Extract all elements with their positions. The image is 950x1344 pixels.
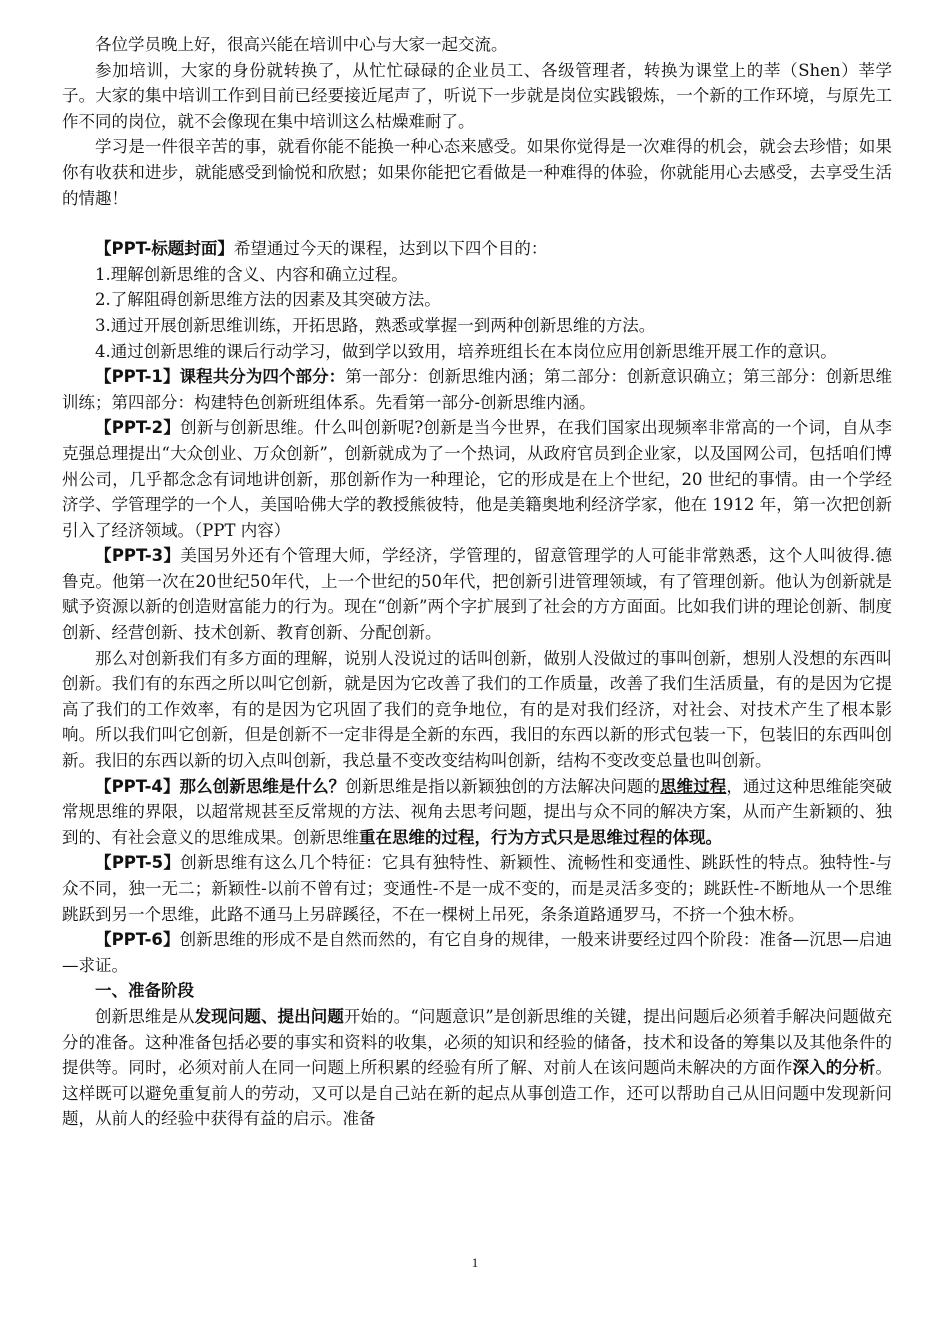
ppt-2-tag: 【PPT-2】: [95, 418, 181, 438]
goal-item-2: 2.了解阻碍创新思维方法的因素及其突破方法。: [95, 290, 441, 310]
paragraph-ppt-5: [62, 850, 892, 927]
ppt-4-bold: 重在思维的过程，行为方式只是思维过程的体现。: [359, 827, 722, 847]
section-heading-preparation: [62, 978, 892, 1004]
paragraph-understanding: 那么对创新我们有多方面的理解，说别人没说过的话叫创新，做别人没做过的事叫创新，想别人没想的东西叫创新。我们有的东西之所以叫它创新，就是因为它改善了我们的工作质量，改善了我们生活质量，有的是因为它提高了我们的工作效率，有的是因为它巩固了我们的竞争地位，有的是对我们经济，对社会、对技术产生了根本影响。所以我们叫它创新，但是创新不一定非得是全新的东西，我旧的东西以新的形式包装一下，包装旧的东西叫创新。我旧的东西以新的切入点叫创新，我总量不变改变结构叫创新，结构不变改变总量也叫创新。: [62, 648, 892, 771]
paragraph-ppt-2: [62, 415, 892, 543]
ppt-6-tag: 【PPT-6】: [95, 930, 180, 950]
goal-item-1: 1.理解创新思维的含义、内容和确立过程。: [95, 264, 408, 284]
ppt-cover-tag: 【PPT-标题封面】: [95, 239, 234, 259]
goal-item-3: 3.通过开展创新思维训练，开拓思路，熟悉或掌握一到两种创新思维的方法。: [95, 315, 656, 335]
ppt-1-text: 第一部分：创新思维内涵；第二部分：创新意识确立；第三部分：创新思维训练；第四部分：构建特色创新班组体系。先看第一部分-创新思维内涵。: [62, 367, 892, 412]
heading-text: 一、准备阶段: [95, 981, 194, 1001]
ppt-4-underlined: 思维过程: [660, 776, 727, 796]
ppt-4-tag: 【PPT-4】那么创新思维是什么？: [95, 776, 346, 796]
ppt-3-tag: 【PPT-3】: [95, 546, 181, 566]
ppt-5-text: 创新思维有这么几个特征：它具有独特性、新颖性、流畅性和变通性、跳跃性的特点。独特性-与众不同，独一无二；新颖性-以前不曾有过；变通性-不是一成不变的，而是灵活多变的；跳跃性-不断地从一个思维跳跃到另一个思维，此路不通马上另辟蹊径，不在一棵树上吊死，条条道路通罗马，不挤一个独木桥。: [62, 853, 892, 924]
paragraph-ppt-4: [62, 774, 892, 851]
paragraph-ppt-1: [62, 364, 892, 415]
ppt-3-text: 美国另外还有个管理大师，学经济，学管理的，留意管理学的人可能非常熟悉，这个人叫彼得.德鲁克。他第一次在20世纪50年代，上一个世纪的50年代，把创新引进管理领域，有了管理创新。他认为创新就是赋予资源以新的创造财富能力的行为。现在“创新”两个字扩展到了社会的方方面面。比如我们讲的理论创新、制度创新、经营创新、技术创新、教育创新、分配创新。: [62, 546, 892, 643]
paragraph-ppt-6: [62, 927, 892, 978]
prep-bold-2: 深入的分析: [792, 1058, 876, 1078]
ppt-1-tag: 【PPT-1】课程共分为四个部分：: [95, 367, 346, 387]
page-number: 1: [471, 1255, 479, 1270]
ppt-2-text: 创新与创新思维。什么叫创新呢?创新是当今世界，在我们国家出现频率非常高的一个词，自从李克强总理提出“大众创业、万众创新”，创新就成为了一个热词，从政府官员到企业家，以及国网公司，包括咱们博州公司，几乎都念念有词地讲创新，那创新作为一种理论，它的形成是在上个世纪，20 世纪的事情。由一个学经济学、学管理学的一个人，美国哈佛大学的教授熊彼特，他是美籍奥地利经济学家，他在 1912 年，第一次把创新引入了经济领域。（PPT 内容）: [62, 418, 892, 540]
prep-text-2: 开始的。“问题意识”是创新思维的关键，提出问题后必须着手解决问题做充分的准备。这种准备包括必要的事实和资料的收集，必须的知识和经验的储备，技术和设备的筹集以及其他条件的提供等。同时，必须对前人在同一问题上所积累的经验有所了解、对前人在该问题尚未解决的方面作: [62, 1006, 893, 1078]
ppt-6-text: 创新思维的形成不是自然而然的，有它自身的规律，一般来讲要经过四个阶段：准备—沉思—启迪—求证。: [62, 930, 892, 975]
paragraph-training: 参加培训，大家的身份就转换了，从忙忙碌碌的企业员工、各级管理者，转换为课堂上的莘（Shen）莘学子。大家的集中培训工作到目前已经要接近尾声了，听说下一步就是岗位实践锻炼，一个新的工作环境，与原先工作不同的岗位，就不会像现在集中培训这么枯燥难耐了。: [62, 60, 892, 131]
paragraph-ppt-3: [62, 543, 892, 645]
prep-text-1: 创新思维是从: [95, 1006, 195, 1026]
prep-bold-1: 发现问题、提出问题: [194, 1006, 344, 1026]
prep-text-3: 。这样既可以避免重复前人的劳动，又可以是自己站在新的起点从事创造工作，还可以帮助自己从旧问题中发现新问题，从前人的经验中获得有益的启示。准备: [62, 1058, 893, 1129]
ppt-5-tag: 【PPT-5】: [95, 853, 181, 873]
document-body: [62, 32, 892, 1132]
goal-item-4: 4.通过创新思维的课后行动学习，做到学以致用，培养班组长在本岗位应用创新思维开展工作的意识。: [95, 341, 837, 361]
ppt-4-text-2: ，通过这种思维能突破常规思维的界限，以超常规甚至反常规的方法、视角去思考问题，提出与众不同的解决方案，从而产生新颖的、独到的、有社会意义的思维成果。创新思维: [62, 776, 893, 847]
ppt-4-text-1: 创新思维是指以新颖独创的方法解决问题的: [345, 776, 661, 796]
paragraph-preparation: [62, 1004, 892, 1132]
paragraph-learning: 学习是一件很辛苦的事，就看你能不能换一种心态来感受。如果你觉得是一次难得的机会，就会去珍惜；如果你有收获和进步，就能感受到愉悦和欣慰；如果你能把它看做是一种难得的体验，你就能用心去感受，去享受生活的情趣！: [62, 137, 892, 208]
paragraph-ppt-cover: [62, 236, 892, 262]
paragraph-greeting: 各位学员晚上好，很高兴能在培训中心与大家一起交流。: [95, 35, 508, 54]
ppt-cover-text: 希望通过今天的课程，达到以下四个目的：: [233, 239, 548, 259]
